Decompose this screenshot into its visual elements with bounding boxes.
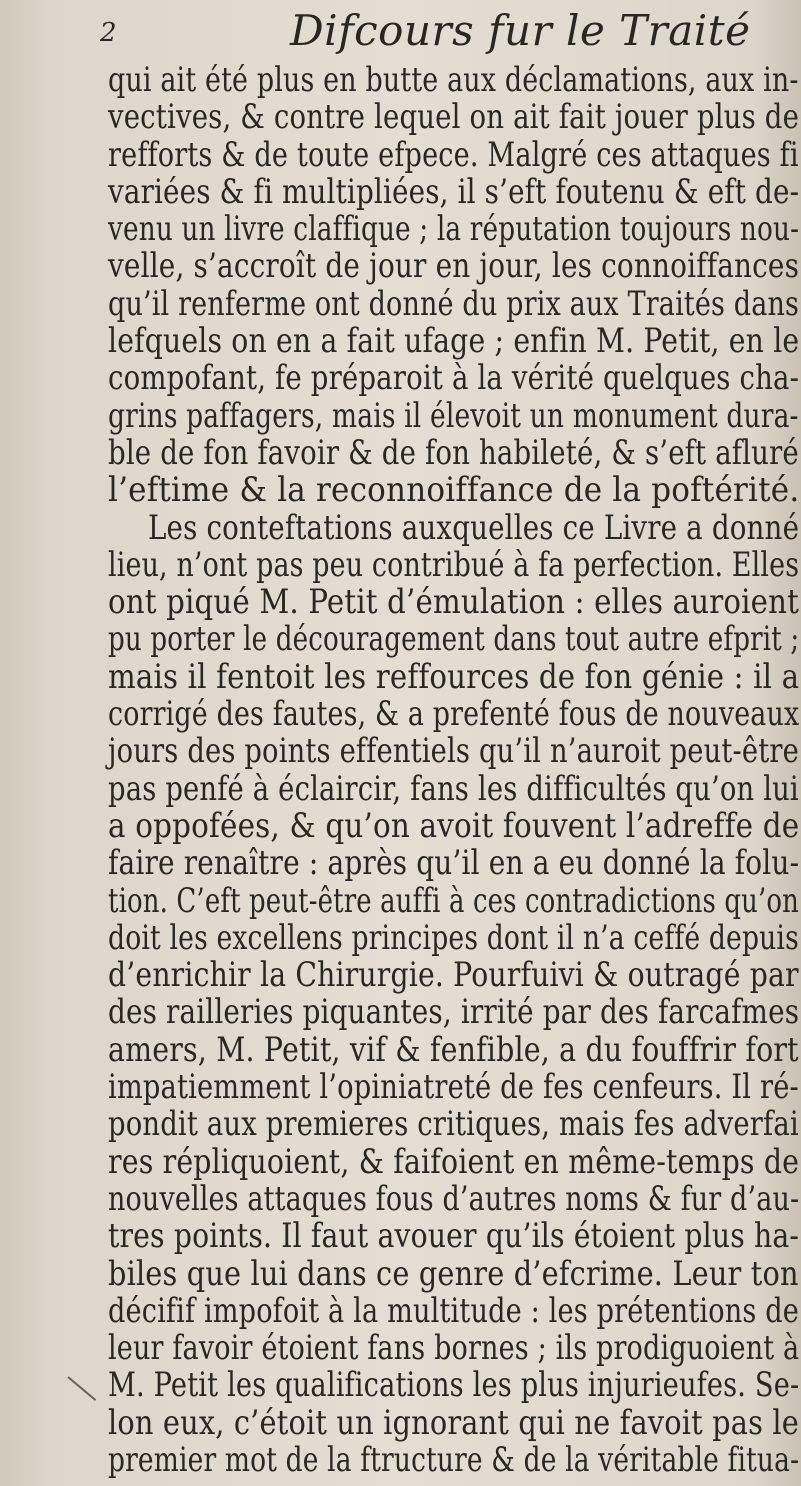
text-line: tion. C’eft peut-être auffi à ces contradictions qu’on (108, 881, 800, 921)
text-line: venu un livre claffique ; la réputation toujours nou- (108, 209, 800, 249)
page-corner-mark (67, 1376, 96, 1401)
text-line: a oppofées, & qu’on avoit fouvent l’adreffe de (108, 806, 800, 846)
text-line: grins paffagers, mais il élevoit un monument dura- (108, 396, 799, 436)
text-line: compofant, fe préparoit à la vérité quelques cha- (108, 358, 800, 398)
text-line: vectives, & contre lequel on ait fait jouer plus de (108, 97, 800, 137)
text-line: M. Petit les qualifications les plus injurieufes. Se- (108, 1365, 800, 1405)
text-line: ble de fon favoir & de fon habileté, & s’eft afluré (108, 433, 799, 473)
text-line: faire renaître : après qu’il en a eu donné la folu- (108, 843, 800, 883)
text-line: ont piqué M. Petit d’émulation : elles auroient (108, 582, 800, 622)
text-line: lon eux, c’étoit un ignorant qui ne favoit pas le (108, 1403, 799, 1443)
text-line: impatiemment l’opiniatreté de fes cenfeurs. Il ré- (108, 1067, 799, 1107)
text-line: doit les excellens principes dont il n’a ceffé depuis (108, 918, 799, 958)
page-number: 2 (100, 18, 117, 48)
text-line: lefquels on en a fait ufage ; enfin M. Petit, en le (108, 321, 800, 361)
text-line: amers, M. Petit, vif & fenfible, a du fouffrir fort (108, 1030, 799, 1070)
text-line: l’eftime & la reconnoiffance de la poftérité. (108, 470, 800, 510)
text-line: refforts & de toute efpece. Malgré ces attaques fi (108, 135, 799, 175)
text-line: premier mot de la ftructure & de la véritable fitua- (108, 1440, 800, 1480)
text-line: leur favoir étoient fans bornes ; ils prodiguoient à (108, 1328, 800, 1368)
text-line: qu’il renferme ont donné du prix aux Traités dans (108, 284, 800, 324)
text-line: variées & fi multipliées, il s’eft foutenu & eft de- (108, 172, 800, 212)
text-line: jours des points effentiels qu’il n’auroit peut-être (108, 731, 800, 771)
text-line: des railleries piquantes, irrité par des farcafmes (108, 992, 800, 1032)
text-line: pondit aux premieres critiques, mais fes adverfai (108, 1104, 799, 1144)
text-line: mais il fentoit les reffources de fon génie : il a (108, 657, 800, 697)
text-line: pu porter le découragement dans tout autre efprit ; (108, 619, 800, 659)
text-line: velle, s’accroît de jour en jour, les connoiffances (108, 246, 800, 286)
text-line: tres points. Il faut avouer qu’ils étoient plus ha- (108, 1216, 800, 1256)
text-line: d’enrichir la Chirurgie. Pourfuivi & outragé par (108, 955, 799, 995)
text-line: res répliquoient, & faifoient en même-temps de (108, 1142, 800, 1182)
text-line: décifif impofoit à la multitude : les prétentions de (108, 1291, 799, 1331)
running-head: Difcours fur le Traité (290, 6, 751, 55)
text-line: nouvelles attaques fous d’autres noms & fur d’au- (108, 1179, 800, 1219)
text-line: lieu, n’ont pas peu contribué à fa perfection. Elles (108, 545, 800, 585)
text-line: biles que lui dans ce genre d’efcrime. Leur ton (108, 1254, 799, 1294)
text-line: pas penfé à éclaircir, fans les difficultés qu’on lui (108, 769, 799, 809)
text-line: qui ait été plus en butte aux déclamations, aux in- (108, 60, 799, 100)
text-line: corrigé des fautes, & a prefenté fous de nouveaux (108, 694, 800, 734)
paragraph-start: Les conteftations auxquelles ce Livre a donné (148, 508, 800, 548)
